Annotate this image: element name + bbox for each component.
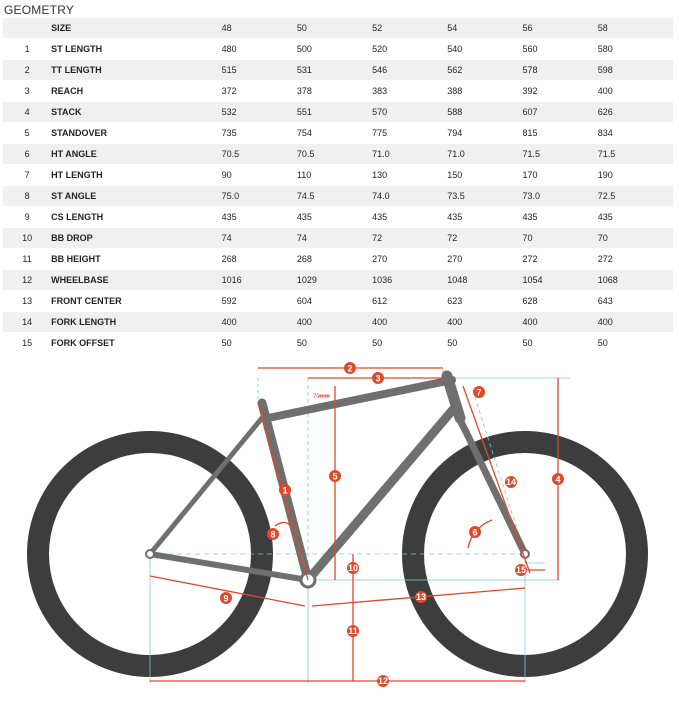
row-value: 626	[598, 102, 673, 123]
row-value: 500	[297, 39, 372, 60]
row-value: 480	[222, 39, 297, 60]
row-value: 643	[598, 291, 673, 312]
row-value: 754	[297, 123, 372, 144]
row-value: 775	[372, 123, 447, 144]
row-value: 50	[297, 333, 372, 354]
row-value: 628	[523, 291, 598, 312]
table-row	[3, 39, 673, 60]
annotation-70mm: 70mm	[313, 394, 330, 400]
row-label: FORK OFFSET	[51, 333, 222, 354]
row-value: 268	[297, 249, 372, 270]
row-value: 272	[523, 249, 598, 270]
row-value: 540	[447, 39, 522, 60]
marker-10	[347, 562, 359, 574]
row-value: 531	[297, 60, 372, 81]
marker-2	[344, 362, 356, 374]
row-label: STANDOVER	[51, 123, 222, 144]
row-value: 150	[447, 165, 522, 186]
row-value: 815	[523, 123, 598, 144]
row-value: 50	[372, 333, 447, 354]
row-value: 50	[598, 333, 673, 354]
row-value: 604	[297, 291, 372, 312]
row-value: 400	[222, 312, 297, 333]
row-value: 74.5	[297, 186, 372, 207]
row-label: ST ANGLE	[51, 186, 222, 207]
row-label: REACH	[51, 81, 222, 102]
row-value: 70	[598, 228, 673, 249]
row-value: 90	[222, 165, 297, 186]
row-value: 400	[447, 312, 522, 333]
svg-text:11: 11	[348, 626, 358, 636]
row-value: 580	[598, 39, 673, 60]
marker-13	[415, 591, 427, 603]
svg-text:8: 8	[270, 529, 276, 540]
row-value: 74	[222, 228, 297, 249]
svg-text:3: 3	[375, 373, 381, 384]
row-value: 607	[523, 102, 598, 123]
row-value: 562	[447, 60, 522, 81]
row-value: 546	[372, 60, 447, 81]
row-value: 270	[447, 249, 522, 270]
table-row	[3, 228, 673, 249]
row-label: CS LENGTH	[51, 207, 222, 228]
svg-text:9: 9	[223, 593, 229, 604]
row-value: 74.0	[372, 186, 447, 207]
row-number: 2	[3, 60, 51, 81]
svg-text:6: 6	[472, 527, 478, 538]
row-value: 570	[372, 102, 447, 123]
row-value: 71.5	[523, 144, 598, 165]
row-value: 372	[222, 81, 297, 102]
row-value: 75.0	[222, 186, 297, 207]
row-value: 1054	[523, 270, 598, 291]
row-number: 12	[3, 270, 51, 291]
row-value: 598	[598, 60, 673, 81]
row-value: 794	[447, 123, 522, 144]
marker-5	[329, 470, 341, 482]
header-size-cell: 58	[598, 18, 673, 39]
row-label: FORK LENGTH	[51, 312, 222, 333]
header-index-cell	[3, 18, 51, 39]
header-size-cell: 54	[447, 18, 522, 39]
table-row	[3, 144, 673, 165]
marker-15	[515, 564, 527, 576]
row-value: 72.5	[598, 186, 673, 207]
row-label: STACK	[51, 102, 222, 123]
svg-text:15: 15	[515, 565, 527, 575]
row-value: 71.5	[598, 144, 673, 165]
bike-diagram-svg	[0, 358, 679, 703]
row-value: 551	[297, 102, 372, 123]
bike-geometry-diagram	[0, 358, 679, 703]
page-title: GEOMETRY	[4, 3, 75, 17]
row-value: 435	[598, 207, 673, 228]
row-value: 400	[598, 312, 673, 333]
row-value: 400	[297, 312, 372, 333]
row-value: 834	[598, 123, 673, 144]
row-number: 9	[3, 207, 51, 228]
table-row	[3, 207, 673, 228]
row-value: 1036	[372, 270, 447, 291]
row-value: 70	[523, 228, 598, 249]
svg-text:10: 10	[347, 563, 359, 573]
row-number: 7	[3, 165, 51, 186]
marker-12	[377, 675, 389, 687]
row-value: 435	[297, 207, 372, 228]
row-value: 735	[222, 123, 297, 144]
row-value: 190	[598, 165, 673, 186]
table-row	[3, 270, 673, 291]
row-label: ST LENGTH	[51, 39, 222, 60]
top-tube	[268, 380, 452, 418]
row-value: 400	[372, 312, 447, 333]
row-value: 400	[598, 81, 673, 102]
svg-text:7: 7	[476, 387, 482, 398]
row-value: 435	[222, 207, 297, 228]
row-number: 10	[3, 228, 51, 249]
marker-1	[279, 484, 291, 496]
marker-14	[505, 476, 517, 488]
row-value: 50	[222, 333, 297, 354]
header-size-cell: 52	[372, 18, 447, 39]
row-value: 560	[523, 39, 598, 60]
table-row	[3, 165, 673, 186]
marker-4	[552, 473, 564, 485]
svg-text:12: 12	[377, 676, 389, 686]
svg-text:1: 1	[282, 485, 288, 496]
row-value: 74	[297, 228, 372, 249]
row-value: 73.0	[523, 186, 598, 207]
row-label: BB HEIGHT	[51, 249, 222, 270]
marker-3	[372, 372, 384, 384]
row-value: 71.0	[372, 144, 447, 165]
row-value: 71.0	[447, 144, 522, 165]
row-value: 623	[447, 291, 522, 312]
row-value: 72	[447, 228, 522, 249]
table-row	[3, 333, 673, 354]
table-row	[3, 60, 673, 81]
row-value: 270	[372, 249, 447, 270]
row-value: 378	[297, 81, 372, 102]
table-row	[3, 312, 673, 333]
row-value: 70.5	[297, 144, 372, 165]
table-row	[3, 102, 673, 123]
row-value: 272	[598, 249, 673, 270]
row-value: 515	[222, 60, 297, 81]
svg-text:14: 14	[505, 477, 517, 487]
chainstay	[150, 554, 308, 580]
row-number: 13	[3, 291, 51, 312]
row-value: 1068	[598, 270, 673, 291]
header-size-cell: 56	[523, 18, 598, 39]
table-row	[3, 291, 673, 312]
row-value: 520	[372, 39, 447, 60]
row-value: 592	[222, 291, 297, 312]
row-number: 1	[3, 39, 51, 60]
table-row	[3, 249, 673, 270]
header-size-cell: 48	[222, 18, 297, 39]
marker-11	[347, 625, 359, 637]
row-label: TT LENGTH	[51, 60, 222, 81]
row-value: 588	[447, 102, 522, 123]
row-value: 612	[372, 291, 447, 312]
row-number: 3	[3, 81, 51, 102]
row-value: 268	[222, 249, 297, 270]
rear-axle	[146, 550, 154, 558]
row-value: 50	[447, 333, 522, 354]
row-number: 5	[3, 123, 51, 144]
table-header-row	[3, 18, 673, 39]
row-number: 14	[3, 312, 51, 333]
svg-text:4: 4	[555, 474, 561, 485]
row-value: 400	[523, 312, 598, 333]
row-value: 435	[447, 207, 522, 228]
row-number: 11	[3, 249, 51, 270]
table-row	[3, 81, 673, 102]
header-size-cell: 50	[297, 18, 372, 39]
marker-6	[469, 526, 481, 538]
marker-7	[473, 386, 485, 398]
row-number: 15	[3, 333, 51, 354]
row-value: 72	[372, 228, 447, 249]
row-number: 4	[3, 102, 51, 123]
header-size-label: SIZE	[51, 18, 222, 39]
row-value: 170	[523, 165, 598, 186]
row-value: 110	[297, 165, 372, 186]
marker-9	[220, 592, 232, 604]
table-row	[3, 186, 673, 207]
table-row	[3, 123, 673, 144]
row-value: 383	[372, 81, 447, 102]
row-label: HT LENGTH	[51, 165, 222, 186]
row-value: 388	[447, 81, 522, 102]
row-label: HT ANGLE	[51, 144, 222, 165]
row-value: 435	[523, 207, 598, 228]
row-value: 532	[222, 102, 297, 123]
row-value: 435	[372, 207, 447, 228]
row-value: 1029	[297, 270, 372, 291]
svg-text:5: 5	[332, 471, 338, 482]
row-number: 6	[3, 144, 51, 165]
row-label: BB DROP	[51, 228, 222, 249]
row-value: 50	[523, 333, 598, 354]
row-value: 73.5	[447, 186, 522, 207]
row-label: FRONT CENTER	[51, 291, 222, 312]
row-value: 392	[523, 81, 598, 102]
row-label: WHEELBASE	[51, 270, 222, 291]
svg-text:13: 13	[415, 592, 427, 602]
row-value: 578	[523, 60, 598, 81]
row-value: 1048	[447, 270, 522, 291]
row-value: 1016	[222, 270, 297, 291]
row-value: 130	[372, 165, 447, 186]
svg-text:2: 2	[347, 363, 353, 374]
row-number: 8	[3, 186, 51, 207]
geometry-table	[3, 18, 673, 354]
row-value: 70.5	[222, 144, 297, 165]
marker-8	[267, 528, 279, 540]
